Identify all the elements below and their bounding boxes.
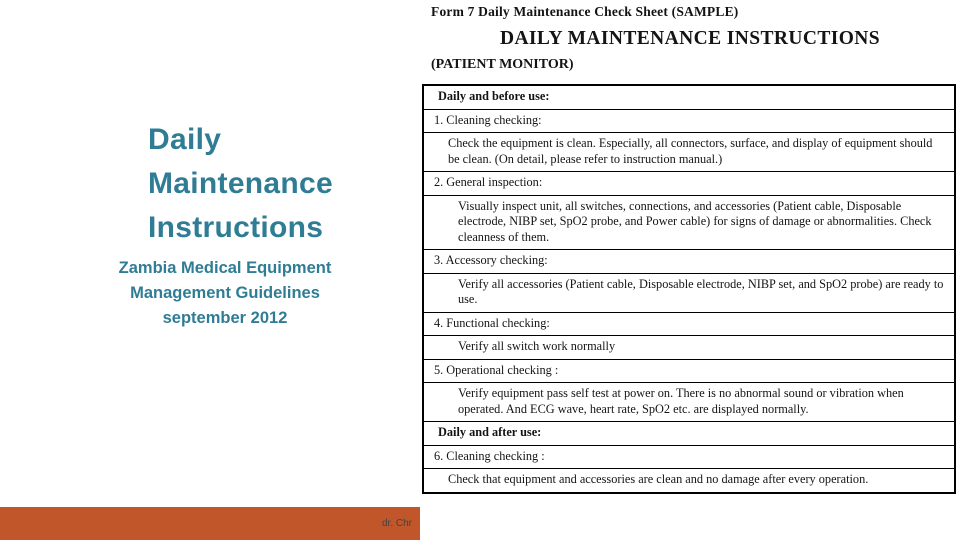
- table-cell: 3. Accessory checking:: [423, 250, 955, 274]
- table-row: [423, 195, 955, 250]
- page-title-line-2: Maintenance: [148, 167, 334, 200]
- table-cell: 4. Functional checking:: [423, 312, 955, 336]
- table-cell: 6. Cleaning checking :: [423, 445, 955, 469]
- table-cell: Daily and before use:: [423, 85, 955, 109]
- table-cell: Verify equipment pass self test at power on. There is no abnormal sound or vibration when operated. And ECG wave, heart rate, SpO2 etc. are displayed normally.: [423, 383, 955, 422]
- page-subtitle-line-2: Management Guidelines: [130, 284, 320, 302]
- table-row: [423, 250, 955, 274]
- table-cell: Check the equipment is clean. Especially, all connectors, surface, and display of equipment should be clean. (On detail, please refer to instruction manual.): [423, 133, 955, 172]
- document-image: [420, 0, 960, 540]
- table-body: [423, 85, 955, 493]
- document-heading: DAILY MAINTENANCE INSTRUCTIONS: [499, 28, 881, 49]
- footer-bar: [0, 507, 420, 540]
- table-row: [423, 445, 955, 469]
- table-row: [423, 359, 955, 383]
- maintenance-instructions-table: [422, 84, 956, 494]
- table-row: [423, 422, 955, 446]
- page-subtitle-line-3: september 2012: [162, 309, 288, 327]
- table-row: [423, 172, 955, 196]
- page-subtitle: [70, 256, 380, 331]
- table-cell: Verify all switch work normally: [423, 336, 955, 360]
- table-row: [423, 85, 955, 109]
- page-subtitle-line-1: Zambia Medical Equipment: [118, 259, 332, 277]
- table-cell: Check that equipment and accessories are clean and no damage after every operation.: [423, 469, 955, 493]
- footer-credit: dr. Chr: [382, 518, 413, 529]
- table-cell: 1. Cleaning checking:: [423, 109, 955, 133]
- table-cell: 5. Operational checking :: [423, 359, 955, 383]
- page-title-line-3: Instructions: [148, 211, 324, 244]
- table-row: [423, 383, 955, 422]
- table-cell: 2. General inspection:: [423, 172, 955, 196]
- table-cell: Daily and after use:: [423, 422, 955, 446]
- page-title: [148, 118, 408, 250]
- table-row: [423, 336, 955, 360]
- table-cell: Visually inspect unit, all switches, connections, and accessories (Patient cable, Disposable electrode, NIBP set, SpO2 probe, and Power cable) for signs of damage or abnormalities. Check cleanness of them.: [423, 195, 955, 250]
- table-cell: Verify all accessories (Patient cable, Disposable electrode, NIBP set, and SpO2 probe) are ready to use.: [423, 273, 955, 312]
- table-row: [423, 133, 955, 172]
- table-row: [423, 273, 955, 312]
- document-form-line: Form 7 Daily Maintenance Check Sheet (SAMPLE): [431, 4, 739, 19]
- table-row: [423, 312, 955, 336]
- page-title-line-1: Daily: [148, 123, 222, 156]
- document-subheading: (PATIENT MONITOR): [431, 57, 574, 72]
- table-row: [423, 109, 955, 133]
- table-row: [423, 469, 955, 493]
